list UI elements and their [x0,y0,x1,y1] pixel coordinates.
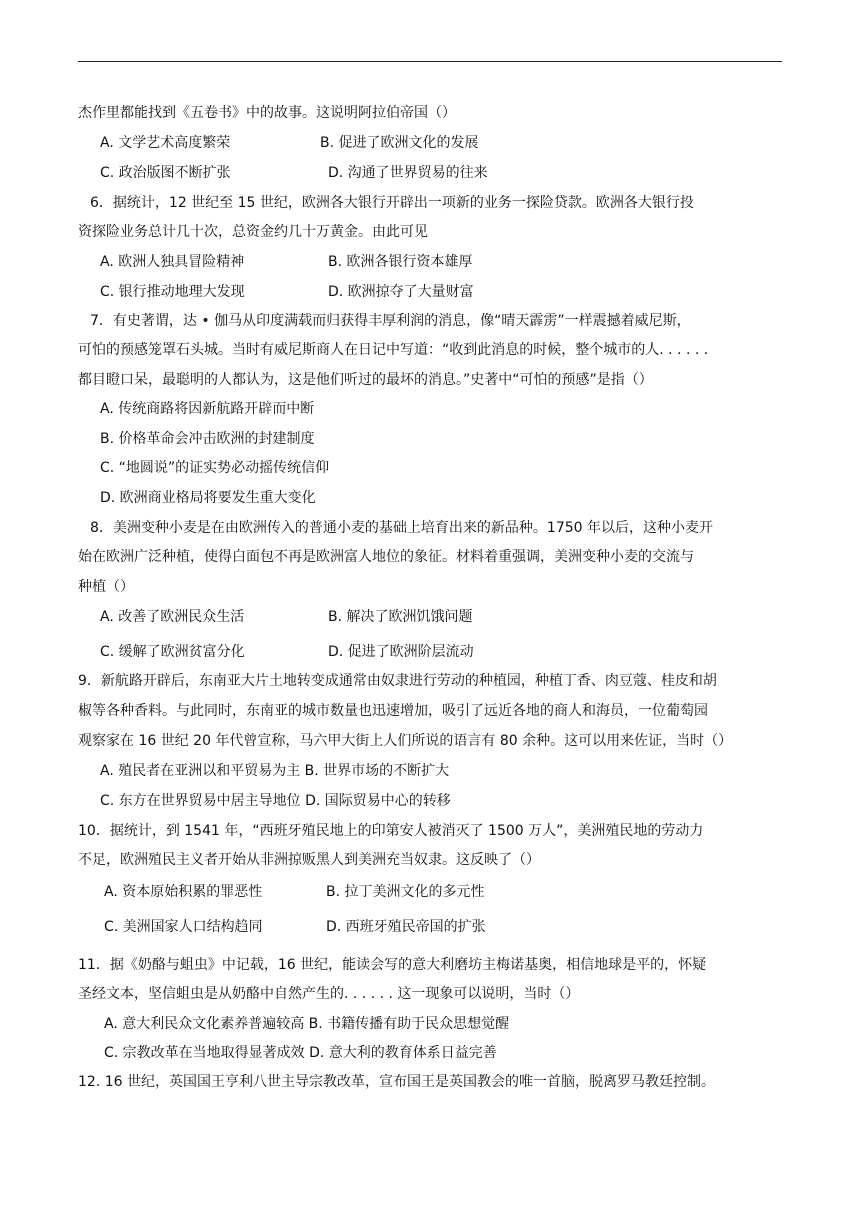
question-10-line-2: 不足，欧洲殖民主义者开始从非洲掠贩黑人到美洲充当奴隶。这反映了（） [78,852,540,868]
question-8-option-a: A. 改善了欧洲民众生活 [100,609,245,625]
question-9-line-2: 椒等各种香料。与此同时，东南亚的城市数量也迅速增加，吸引了远近各地的商人和海员，一位葡萄园 [78,703,708,719]
question-10-line-1: 10．据统计，到 1541 年，“西班牙殖民地上的印第安人被消灭了 1500 万人”，美洲殖民地的劳动力 [78,823,704,839]
question-6-option-d: D. 欧洲掠夺了大量财富 [328,284,474,300]
question-10-option-b: B. 拉丁美洲文化的多元性 [326,884,485,900]
question-9-options-cd: C. 东方在世界贸易中居主导地位 D. 国际贸易中心的转移 [100,793,451,809]
question-9-line-3: 观察家在 16 世纪 20 年代曾宣称，马六甲大街上人们所说的语言有 80 余种。这可以用来佐证，当时（） [78,733,733,749]
question-12-line-1: 12. 16 世纪，英国国王亨利八世主导宗教改革，宣布国王是英国教会的唯一首脑，脱离罗马教廷控制。 [78,1074,715,1090]
question-8-option-c: C. 缓解了欧洲贫富分化 [100,644,245,660]
question-6-option-a: A. 欧洲人独具冒险精神 [100,254,245,270]
question-8-line-2: 始在欧洲广泛种植，使得白面包不再是欧洲富人地位的象征。材料着重强调，美洲变种小麦的交流与 [78,549,694,565]
question-7-option-d: D. 欧洲商业格局将要发生重大变化 [100,490,316,506]
question-7-line-2: 可怕的预感笼罩石头城。当时有威尼斯商人在日记中写道：“收到此消息的时候，整个城市的人. . . . . . [78,342,709,358]
question-7-option-b: B. 价格革命会冲击欧洲的封建制度 [100,431,315,447]
question-5-option-b: B. 促进了欧洲文化的发展 [320,135,479,151]
question-6-option-c: C. 银行推动地理大发现 [100,284,245,300]
question-7-option-a: A. 传统商路将因新航路开辟而中断 [100,401,315,417]
question-8-option-d: D. 促进了欧洲阶层流动 [328,644,474,660]
question-9-options-ab: A. 殖民者在亚洲以和平贸易为主 B. 世界市场的不断扩大 [100,763,450,779]
question-10-option-c: C. 美洲国家人口结构趋同 [104,919,263,935]
question-8-option-b: B. 解决了欧洲饥饿问题 [328,609,473,625]
question-6-line-2: 资探险业务总计几十次，总资金约几十万黄金。由此可见 [78,224,428,240]
question-9-line-1: 9．新航路开辟后，东南亚大片土地转变成通常由奴隶进行劳动的种植园，种植丁香、肉豆蔻、桂皮和胡 [78,673,717,689]
question-5-option-d: D. 沟通了世界贸易的往来 [328,165,488,181]
question-8-line-1: 8．美洲变种小麦是在由欧洲传入的普通小麦的基础上培育出来的新品种。1750 年以后，这种小麦开 [90,520,713,536]
question-11-options-cd: C. 宗教改革在当地取得显著成效 D. 意大利的教育体系日益完善 [104,1045,497,1061]
question-8-line-3: 种植（） [78,579,134,595]
question-5-option-c: C. 政治版图不断扩张 [100,165,231,181]
question-5-option-a: A. 文学艺术高度繁荣 [100,135,231,151]
question-11-line-2: 圣经文本，坚信蛆虫是从奶酪中自然产生的. . . . . . 这一现象可以说明，当时（） [78,986,580,1002]
question-11-line-1: 11．据《奶酪与蛆虫》中记载，16 世纪，能读会写的意大利磨坊主梅诺基奥，相信地球是平的，怀疑 [78,957,707,973]
question-7-line-3: 都目瞪口呆，最聪明的人都认为，这是他们听过的最坏的消息。”史著中“可怕的预感”是指（） [78,372,653,388]
question-5-continuation: 杰作里都能找到《五卷书》中的故事。这说明阿拉伯帝国（） [78,105,456,121]
question-11-options-ab: A. 意大利民众文化素养普遍较高 B. 书籍传播有助于民众思想觉醒 [104,1016,510,1032]
question-7-line-1: 7．有史著谓，达 • 伽马从印度满载而归获得丰厚利润的消息，像“晴天霹雳”一样震撼着威尼斯， [90,313,691,329]
question-7-option-c: C. “地圆说”的证实势必动摇传统信仰 [100,460,330,476]
header-rule [78,61,782,62]
question-10-option-d: D. 西班牙殖民帝国的扩张 [326,919,486,935]
question-6-line-1: 6．据统计，12 世纪至 15 世纪，欧洲各大银行开辟出一项新的业务一探险贷款。欧洲各大银行投 [90,195,694,211]
question-10-option-a: A. 资本原始积累的罪恶性 [104,884,263,900]
question-6-option-b: B. 欧洲各银行资本雄厚 [328,254,473,270]
